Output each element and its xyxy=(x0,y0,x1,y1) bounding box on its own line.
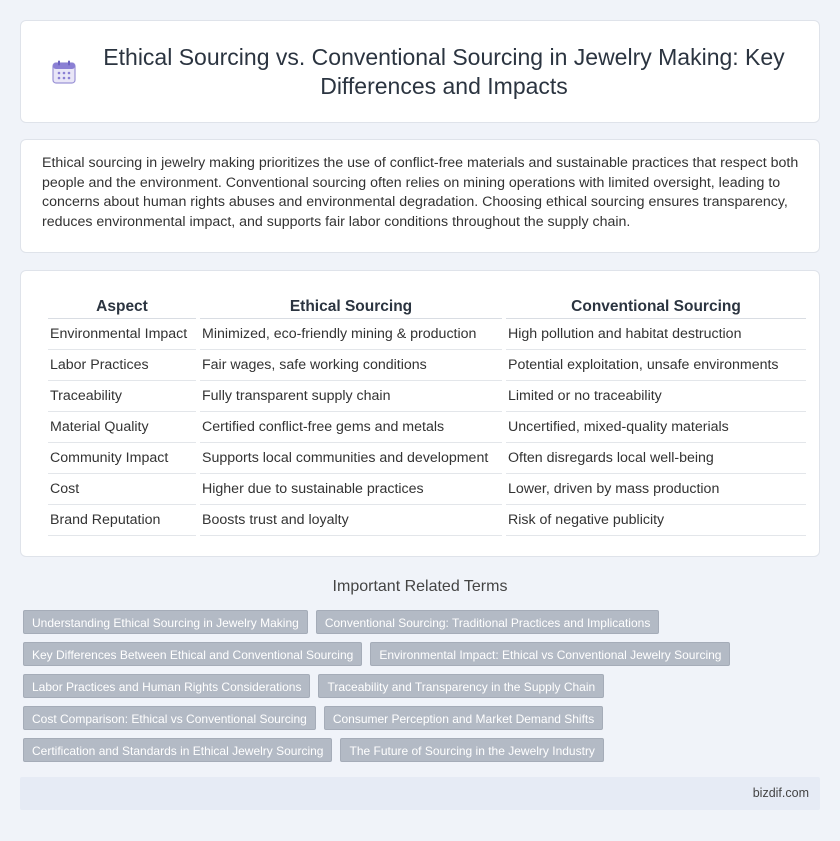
related-term-tag[interactable]: Understanding Ethical Sourcing in Jewelry Making xyxy=(23,610,308,634)
table-cell-aspect: Community Impact xyxy=(48,443,196,474)
intro-paragraph: Ethical sourcing in jewelry making prioritizes the use of conflict-free materials and sustainable practices that respect both people and the environment. Conventional sourcing often relies on mining operations with limited oversight, leading to concerns about human rights abuses and environmental degradation. Choosing ethical sourcing ensures transparency, reduces environmental impact, and supports fair labor conditions throughout the supply chain. xyxy=(42,155,799,230)
table-cell-aspect: Material Quality xyxy=(48,412,196,443)
table-cell-ethical: Fully transparent supply chain xyxy=(200,381,502,412)
footer xyxy=(20,777,820,810)
table-cell-conventional: Uncertified, mixed-quality materials xyxy=(506,412,806,443)
page-title: Ethical Sourcing vs. Conventional Sourcing in Jewelry Making: Key Differences and Impacts xyxy=(103,43,785,99)
intro-card xyxy=(20,139,820,253)
table-cell-conventional: Risk of negative publicity xyxy=(506,505,806,536)
table-cell-ethical: Fair wages, safe working conditions xyxy=(200,350,502,381)
table-cell-aspect: Labor Practices xyxy=(48,350,196,381)
table-cell-aspect: Environmental Impact xyxy=(48,319,196,350)
table-cell-ethical: Supports local communities and development xyxy=(200,443,502,474)
header-card xyxy=(20,20,820,123)
table-row xyxy=(48,350,806,381)
table-cell-conventional: Lower, driven by mass production xyxy=(506,474,806,505)
table-cell-conventional: High pollution and habitat destruction xyxy=(506,319,806,350)
table-row xyxy=(48,381,806,412)
table-row xyxy=(48,412,806,443)
table-cell-aspect: Cost xyxy=(48,474,196,505)
related-terms-list xyxy=(23,610,823,770)
table-cell-ethical: Minimized, eco-friendly mining & production xyxy=(200,319,502,350)
table-cell-aspect: Traceability xyxy=(48,381,196,412)
table-row xyxy=(48,474,806,505)
related-term-tag[interactable]: Key Differences Between Ethical and Conventional Sourcing xyxy=(23,642,362,666)
column-header-ethical: Ethical Sourcing xyxy=(200,296,502,319)
table-row xyxy=(48,505,806,536)
related-term-tag[interactable]: The Future of Sourcing in the Jewelry Industry xyxy=(340,738,603,762)
related-term-tag[interactable]: Consumer Perception and Market Demand Shifts xyxy=(324,706,603,730)
comparison-table xyxy=(44,296,810,536)
table-header-row xyxy=(48,296,806,319)
related-term-tag[interactable]: Conventional Sourcing: Traditional Practices and Implications xyxy=(316,610,660,634)
table-cell-conventional: Potential exploitation, unsafe environments xyxy=(506,350,806,381)
calendar-icon xyxy=(51,59,77,85)
footer-site-link[interactable]: bizdif.com xyxy=(752,786,809,800)
table-cell-ethical: Higher due to sustainable practices xyxy=(200,474,502,505)
related-terms-heading: Important Related Terms xyxy=(332,578,508,595)
table-cell-aspect: Brand Reputation xyxy=(48,505,196,536)
related-term-tag[interactable]: Certification and Standards in Ethical Jewelry Sourcing xyxy=(23,738,332,762)
related-term-tag[interactable]: Cost Comparison: Ethical vs Conventional Sourcing xyxy=(23,706,316,730)
column-header-aspect: Aspect xyxy=(48,296,196,319)
table-cell-conventional: Often disregards local well-being xyxy=(506,443,806,474)
column-header-conventional: Conventional Sourcing xyxy=(506,296,806,319)
comparison-card xyxy=(20,270,820,557)
related-term-tag[interactable]: Labor Practices and Human Rights Considerations xyxy=(23,674,310,698)
table-cell-ethical: Boosts trust and loyalty xyxy=(200,505,502,536)
table-row xyxy=(48,319,806,350)
table-cell-conventional: Limited or no traceability xyxy=(506,381,806,412)
related-term-tag[interactable]: Traceability and Transparency in the Supply Chain xyxy=(318,674,604,698)
related-term-tag[interactable]: Environmental Impact: Ethical vs Conventional Jewelry Sourcing xyxy=(370,642,730,666)
table-row xyxy=(48,443,806,474)
table-cell-ethical: Certified conflict-free gems and metals xyxy=(200,412,502,443)
